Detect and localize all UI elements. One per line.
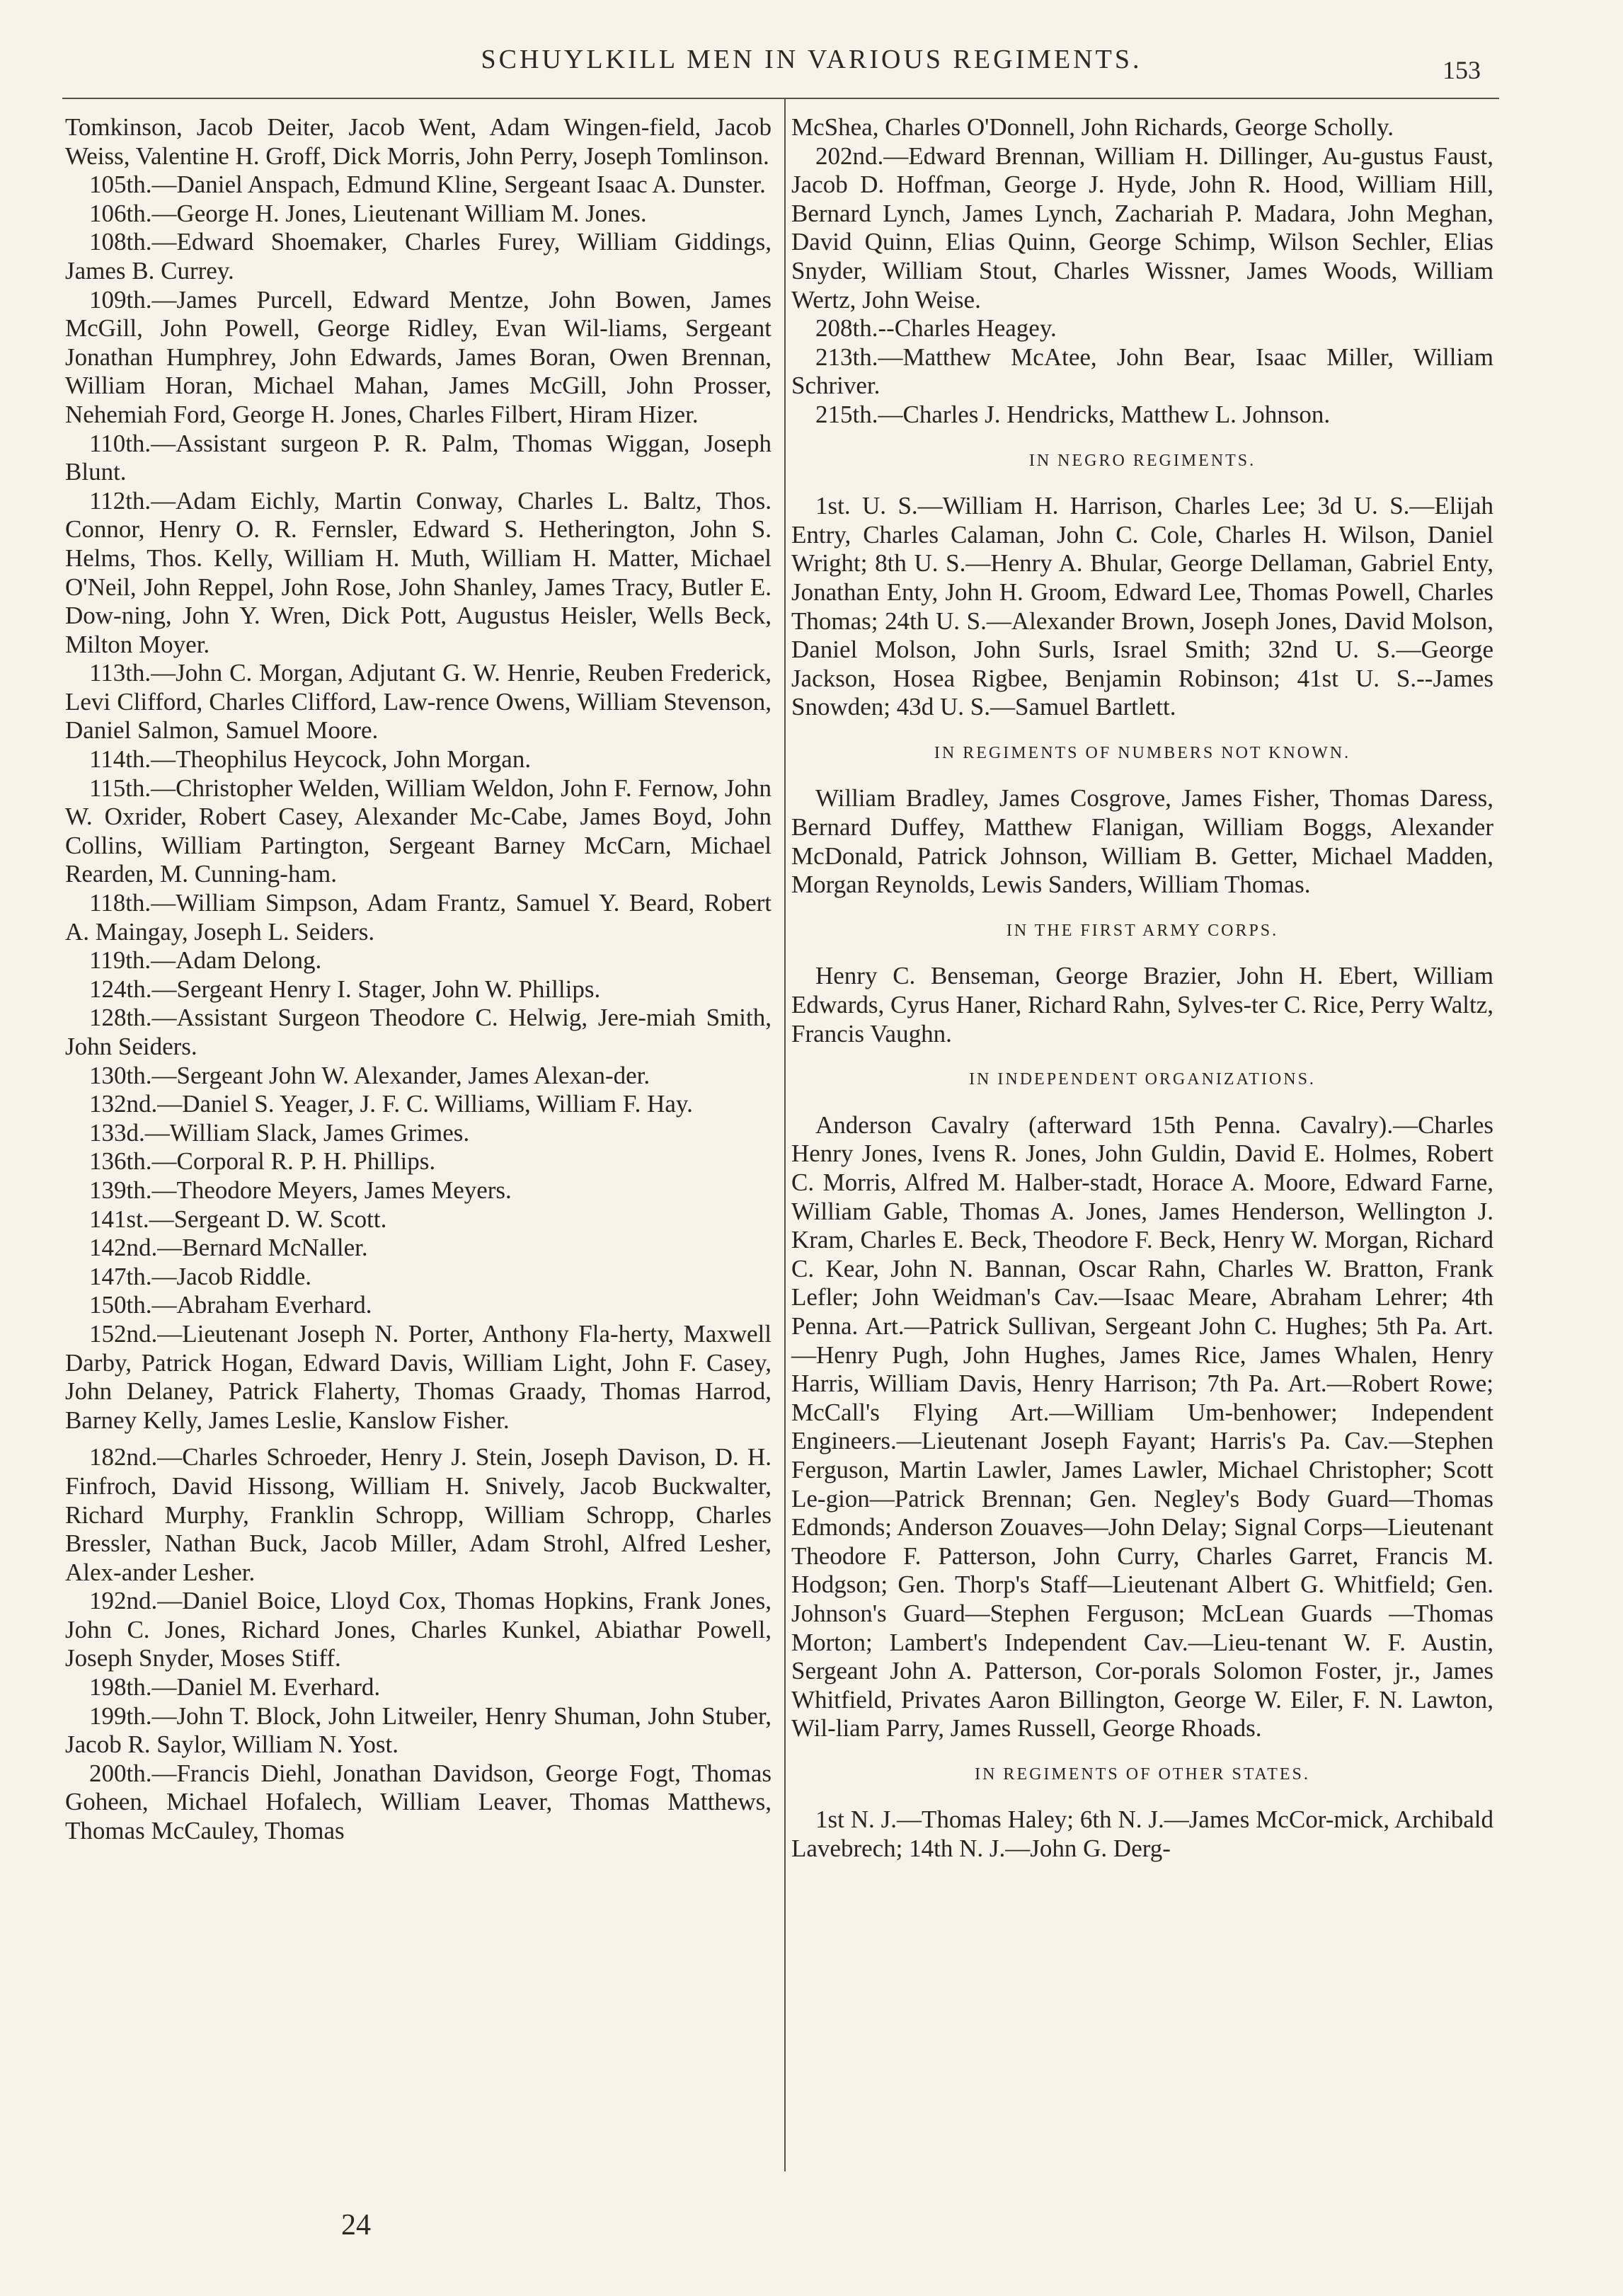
regiment-entry-124th: 124th.—Sergeant Henry I. Stager, John W. Phillips.	[89, 975, 601, 1003]
section-heading-numbers-not-known: IN REGIMENTS OF NUMBERS NOT KNOWN.	[934, 743, 1351, 762]
section-text-negro-regiments: 1st. U. S.—William H. Harrison, Charles Lee; 3d U. S.—Elijah Entry, Charles Calaman, John C. Cole, Charles H. Wilson, Daniel Wright; 8th U. S.—Henry A. Bhular, George Dellaman, Gabriel Enty, Jonathan Enty, John H. Groom, Edward Lee, Thomas Powell, Charles Thomas; 24th U. S.—Alexander Brown, Joseph Jones, David Molson, Daniel Molson, John Surls, Israel Smith; 32nd U. S.—George Jackson, Hosea Rigbee, Benjamin Robinson; 41st U. S.--James Snowden; 43d U. S.—Samuel Bartlett.	[791, 492, 1493, 721]
column-rule	[784, 99, 786, 2171]
regiment-entry-192nd: 192nd.—Daniel Boice, Lloyd Cox, Thomas Hopkins, Frank Jones, John C. Jones, Richard Jones, Charles Kunkel, Abiathar Powell, Joseph Snyder, Moses Stiff.	[65, 1587, 772, 1672]
regiment-entry-136th: 136th.—Corporal R. P. H. Phillips.	[89, 1147, 436, 1176]
right-column	[791, 113, 1493, 1864]
regiment-entry-133d: 133d.—William Slack, James Grimes.	[89, 1118, 470, 1147]
paragraph-continuation: Tomkinson, Jacob Deiter, Jacob Went, Adam Wingen-field, Jacob Weiss, Valentine H. Groff, Dick Morris, John Perry, Joseph Tomlinson.	[65, 113, 772, 170]
regiment-entry-200th: 200th.—Francis Diehl, Jonathan Davidson, George Fogt, Thomas Goheen, Michael Hofalech, William Leaver, Thomas Matthews, Thomas McCauley, Thomas	[65, 1759, 772, 1845]
section-heading-first-army-corps: IN THE FIRST ARMY CORPS.	[1006, 921, 1279, 940]
paragraph-continuation: McShea, Charles O'Donnell, John Richards, George Scholly.	[791, 113, 1394, 141]
regiment-entry-199th: 199th.—John T. Block, John Litweiler, Henry Shuman, John Stuber, Jacob R. Saylor, William N. Yost.	[65, 1701, 772, 1759]
regiment-entry-141st: 141st.—Sergeant D. W. Scott.	[89, 1205, 387, 1233]
regiment-entry-150th: 150th.—Abraham Everhard.	[89, 1291, 372, 1319]
regiment-entry-215th: 215th.—Charles J. Hendricks, Matthew L. Johnson.	[815, 400, 1331, 428]
regiment-entry-208th: 208th.--Charles Heagey.	[815, 314, 1057, 343]
regiment-entry-114th: 114th.—Theophilus Heycock, John Morgan.	[89, 745, 532, 774]
regiment-entry-142nd: 142nd.—Bernard McNaller.	[89, 1234, 368, 1262]
regiment-entry-108th: 108th.—Edward Shoemaker, Charles Furey, William Giddings, James B. Currey.	[65, 228, 772, 285]
left-column	[65, 113, 772, 1846]
regiment-entry-182nd: 182nd.—Charles Schroeder, Henry J. Stein, Joseph Davison, D. H. Finfroch, David Hissong, William H. Snively, Jacob Buckwalter, Richard Murphy, Franklin Schropp, William Schropp, Charles Bressler, Nathan Buck, Jacob Miller, Adam Strohl, Alfred Lesher, Alex-ander Lesher.	[65, 1443, 772, 1586]
regiment-entry-198th: 198th.—Daniel M. Everhard.	[89, 1673, 381, 1701]
section-text-independent-organizations: Anderson Cavalry (afterward 15th Penna. Cavalry).—Charles Henry Jones, Ivens R. Jones, John Guldin, David E. Holmes, Robert C. Morris, Alfred M. Halber-stadt, Horace A. Moore, Edward Farne, William Gable, Thomas A. Jones, James Henderson, Wellington J. Kram, Charles E. Beck, Theodore F. Beck, Henry W. Morgan, Richard C. Kear, John N. Bannan, Oscar Rahn, Charles W. Bratton, Frank Lefler; John Weidman's Cav.—Isaac Meare, Abraham Lehrer; 4th Penna. Art.—Patrick Sullivan, Sergeant John C. Hughes; 5th Pa. Art.—Henry Pugh, John Hughes, James Rice, James Whalen, Henry Harris, William Davis, Henry Harrison; 7th Pa. Art.—Robert Rowe; McCall's Flying Art.—William Um-benhower; Independent Engineers.—Lieutenant Joseph Fayant; Harris's Pa. Cav.—Stephen Ferguson, Martin Lawler, James Lawler, Michael Christopher; Scott Le-gion—Patrick Brennan; Gen. Negley's Body Guard—Thomas Edmonds; Anderson Zouaves—John Delay; Signal Corps—Lieutenant Theodore F. Patterson, John Curry, Charles Garret, Francis M. Hodgson; Gen. Thorp's Staff—Lieutenant Albert G. Whitfield; Gen. Johnson's Guard—Stephen Ferguson; McLean Guards —Thomas Morton; Lambert's Independent Cav.—Lieu-tenant W. F. Austin, Sergeant John A. Patterson, Cor-porals Solomon Foster, jr., James Whitfield, Privates Aaron Billington, George W. Eiler, F. N. Lawton, Wil-liam Parry, James Russell, George Rhoads.	[791, 1110, 1493, 1743]
running-head: SCHUYLKILL MEN IN VARIOUS REGIMENTS.	[481, 45, 1142, 74]
header-rule	[62, 98, 1499, 99]
section-text-other-states: 1st N. J.—Thomas Haley; 6th N. J.—James McCor-mick, Archibald Lavebrech; 14th N. J.—John G. Derg-	[791, 1806, 1493, 1863]
regiment-entry-152nd: 152nd.—Lieutenant Joseph N. Porter, Anthony Fla-herty, Maxwell Darby, Patrick Hogan, Edward Davis, William Light, John F. Casey, John Delaney, Patrick Flaherty, Thomas Graady, Thomas Harrod, Barney Kelly, James Leslie, Kanslow Fisher.	[65, 1319, 772, 1434]
section-heading-other-states: IN REGIMENTS OF OTHER STATES.	[975, 1764, 1310, 1784]
section-text-numbers-not-known: William Bradley, James Cosgrove, James Fisher, Thomas Daress, Bernard Duffey, Matthew Flanigan, William Boggs, Alexander McDonald, Patrick Johnson, William B. Getter, Michael Madden, Morgan Reynolds, Lewis Sanders, William Thomas.	[791, 784, 1493, 899]
regiment-entry-115th: 115th.—Christopher Welden, William Weldon, John F. Fernow, John W. Oxrider, Robert Casey, Alexander Mc-Cabe, James Boyd, John Collins, William Partington, Sergeant Barney McCarn, Michael Rearden, M. Cunning-ham.	[65, 774, 772, 888]
regiment-entry-110th: 110th.—Assistant surgeon P. R. Palm, Thomas Wiggan, Joseph Blunt.	[65, 429, 772, 486]
regiment-entry-118th: 118th.—William Simpson, Adam Frantz, Samuel Y. Beard, Robert A. Maingay, Joseph L. Seiders.	[65, 889, 772, 946]
regiment-entry-139th: 139th.—Theodore Meyers, James Meyers.	[89, 1176, 512, 1204]
regiment-entry-109th: 109th.—James Purcell, Edward Mentze, John Bowen, James McGill, John Powell, George Ridley, Evan Wil-liams, Sergeant Jonathan Humphrey, John Edwards, James Boran, Owen Brennan, William Horan, Michael Mahan, James McGill, John Prosser, Nehemiah Ford, George H. Jones, Charles Filbert, Hiram Hizer.	[65, 285, 772, 428]
regiment-entry-119th: 119th.—Adam Delong.	[89, 946, 322, 975]
regiment-entry-132nd: 132nd.—Daniel S. Yeager, J. F. C. Williams, William F. Hay.	[89, 1090, 693, 1118]
page-number: 153	[1443, 56, 1481, 84]
regiment-entry-106th: 106th.—George H. Jones, Lieutenant William M. Jones.	[89, 199, 647, 227]
regiment-entry-113th: 113th.—John C. Morgan, Adjutant G. W. Henrie, Reuben Frederick, Levi Clifford, Charles Clifford, Law-rence Owens, William Stevenson, Daniel Salmon, Samuel Moore.	[65, 659, 772, 745]
regiment-entry-213th: 213th.—Matthew McAtee, John Bear, Isaac Miller, William Schriver.	[791, 343, 1493, 400]
section-heading-negro-regiments: IN NEGRO REGIMENTS.	[1028, 451, 1256, 470]
regiment-entry-147th: 147th.—Jacob Riddle.	[89, 1262, 311, 1290]
regiment-entry-105th: 105th.—Daniel Anspach, Edmund Kline, Sergeant Isaac A. Dunster.	[89, 171, 766, 199]
regiment-entry-112th: 112th.—Adam Eichly, Martin Conway, Charles L. Baltz, Thos. Connor, Henry O. R. Fernsler, Edward S. Hetherington, John S. Helms, Thos. Kelly, William H. Muth, William H. Matter, Michael O'Neil, John Reppel, John Rose, John Shanley, James Tracy, Butler E. Dow-ning, John Y. Wren, Dick Pott, Augustus Heisler, Wells Beck, Milton Moyer.	[65, 486, 772, 658]
regiment-entry-128th: 128th.—Assistant Surgeon Theodore C. Helwig, Jere-miah Smith, John Seiders.	[65, 1004, 772, 1060]
section-heading-independent-organizations: IN INDEPENDENT ORGANIZATIONS.	[969, 1070, 1316, 1089]
section-text-first-army-corps: Henry C. Benseman, George Brazier, John H. Ebert, William Edwards, Cyrus Haner, Richard Rahn, Sylves-ter C. Rice, Perry Waltz, Francis Vaughn.	[791, 962, 1493, 1047]
signature-mark: 24	[341, 2209, 371, 2242]
regiment-entry-202nd: 202nd.—Edward Brennan, William H. Dillinger, Au-gustus Faust, Jacob D. Hoffman, George J. Hyde, John R. Hood, William Hill, Bernard Lynch, James Lynch, Zachariah P. Madara, John Meghan, David Quinn, Elias Quinn, George Schimp, Wilson Sechler, Elias Snyder, William Stout, Charles Wissner, James Woods, William Wertz, John Weise.	[791, 142, 1493, 314]
regiment-entry-130th: 130th.—Sergeant John W. Alexander, James Alexan-der.	[89, 1061, 650, 1089]
